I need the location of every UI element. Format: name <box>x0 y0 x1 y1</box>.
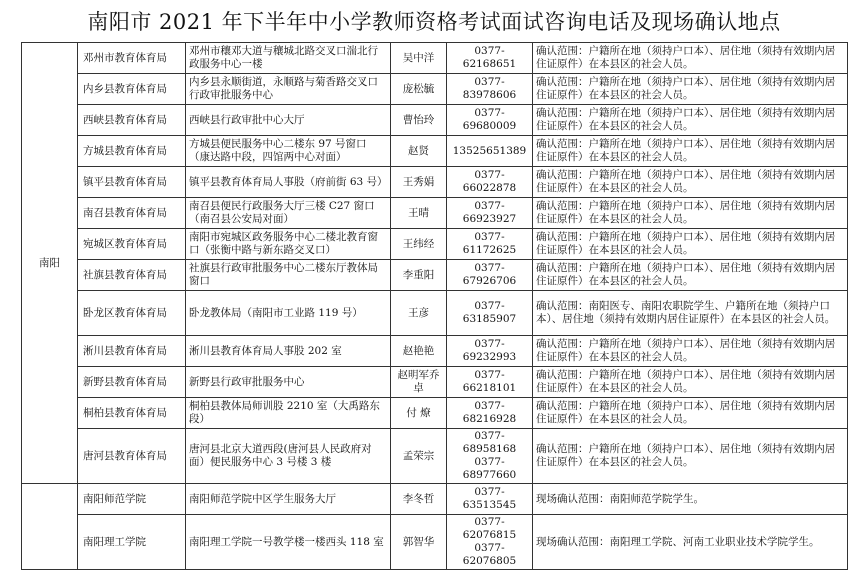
contact-cell: 王彦 <box>391 291 447 336</box>
address-cell: 内乡县永顺街道，永顺路与菊香路交叉口行政审批服务中心 <box>186 74 391 105</box>
address-cell: 方城县便民服务中心二楼东 97 号窗口（康达路中段，四馆两中心对面） <box>186 136 391 167</box>
agency-cell: 邓州市教育体育局 <box>78 43 186 74</box>
agency-cell: 社旗县教育体育局 <box>78 260 186 291</box>
phone-cell: 0377-62168651 <box>447 43 533 74</box>
scope-cell: 确认范围：南阳医专、南阳农职院学生、户籍所在地（须持户口本）、居住地（须持有效期内居住证原件）在本县区的社会人员。 <box>533 291 848 336</box>
scope-cell: 确认范围：户籍所在地（须持户口本）、居住地（须持有效期内居住证原件）在本县区的社会人员。 <box>533 429 848 484</box>
phone-cell: 0377-66923927 <box>447 198 533 229</box>
table-row <box>22 291 848 336</box>
table-row <box>22 229 848 260</box>
agency-cell: 南阳师范学院 <box>78 484 186 515</box>
contact-cell: 王晴 <box>391 198 447 229</box>
table-row <box>22 198 848 229</box>
agency-cell: 桐柏县教育体育局 <box>78 398 186 429</box>
contact-cell: 王秀娟 <box>391 167 447 198</box>
contact-cell: 郭智华 <box>391 515 447 570</box>
agency-cell: 南阳理工学院 <box>78 515 186 570</box>
phone-cell: 0377-69232993 <box>447 336 533 367</box>
agency-cell: 方城县教育体育局 <box>78 136 186 167</box>
agency-cell: 内乡县教育体育局 <box>78 74 186 105</box>
contact-cell: 王纬经 <box>391 229 447 260</box>
phone-cell: 0377-66218101 <box>447 367 533 398</box>
region-cell: 南阳 <box>22 43 78 484</box>
scope-cell: 现场确认范围：南阳理工学院、河南工业职业技术学院学生。 <box>533 515 848 570</box>
page-title: 南阳市 2021 年下半年中小学教师资格考试面试咨询电话及现场确认地点 <box>87 10 781 34</box>
contact-cell: 李冬哲 <box>391 484 447 515</box>
address-cell: 社旗县行政审批服务中心二楼东厅教体局窗口 <box>186 260 391 291</box>
phone-cell: 0377-63185907 <box>447 291 533 336</box>
address-cell: 南召县便民行政服务大厅三楼 C27 窗口（南召县公安局对面） <box>186 198 391 229</box>
contact-cell: 孟荣宗 <box>391 429 447 484</box>
phone-cell: 0377-69680009 <box>447 105 533 136</box>
table-row <box>22 398 848 429</box>
phone-cell: 0377-63513545 <box>447 484 533 515</box>
address-cell: 南阳理工学院一号教学楼一楼西头 118 室 <box>186 515 391 570</box>
scope-cell: 确认范围：户籍所在地（须持户口本）、居住地（须持有效期内居住证原件）在本县区的社会人员。 <box>533 260 848 291</box>
contact-cell: 曹怡玲 <box>391 105 447 136</box>
scope-cell: 确认范围：户籍所在地（须持户口本）、居住地（须持有效期内居住证原件）在本县区的社会人员。 <box>533 167 848 198</box>
table-row <box>22 167 848 198</box>
scope-cell: 确认范围：户籍所在地（须持户口本）、居住地（须持有效期内居住证原件）在本县区的社会人员。 <box>533 367 848 398</box>
table-row <box>22 367 848 398</box>
contact-cell: 吴中洋 <box>391 43 447 74</box>
address-cell: 唐河县北京大道西段(唐河县人民政府对面）便民服务中心 3 号楼 3 楼 <box>186 429 391 484</box>
phone-cell: 0377-62076815 0377-62076805 <box>447 515 533 570</box>
address-cell: 淅川县教育体育局人事股 202 室 <box>186 336 391 367</box>
table-row <box>22 515 848 570</box>
address-cell: 西峡县行政审批中心大厅 <box>186 105 391 136</box>
contact-cell: 赵贤 <box>391 136 447 167</box>
address-cell: 桐柏县教体局师训股 2210 室（大禹路东段） <box>186 398 391 429</box>
scope-cell: 确认范围：户籍所在地（须持户口本）、居住地（须持有效期内居住证原件）在本县区的社会人员。 <box>533 229 848 260</box>
agency-cell: 南召县教育体育局 <box>78 198 186 229</box>
address-cell: 卧龙教体局（南阳市工业路 119 号） <box>186 291 391 336</box>
scope-cell: 确认范围：户籍所在地（须持户口本）、居住地（须持有效期内居住证原件）在本县区的社会人员。 <box>533 74 848 105</box>
address-cell: 南阳市宛城区政务服务中心二楼北教育窗口（张衡中路与新东路交叉口） <box>186 229 391 260</box>
contact-cell: 赵明军乔卓 <box>391 367 447 398</box>
table-row <box>22 336 848 367</box>
contact-cell: 李重阳 <box>391 260 447 291</box>
region-cell-empty <box>22 484 78 570</box>
phone-cell: 0377-61172625 <box>447 229 533 260</box>
table-row <box>22 484 848 515</box>
address-cell: 镇平县教育体育局人事股（府前街 63 号） <box>186 167 391 198</box>
scope-cell: 确认范围：户籍所在地（须持户口本）、居住地（须持有效期内居住证原件）在本县区的社会人员。 <box>533 398 848 429</box>
table-row <box>22 429 848 484</box>
agency-cell: 唐河县教育体育局 <box>78 429 186 484</box>
contact-cell: 庞松毓 <box>391 74 447 105</box>
phone-cell: 0377-68216928 <box>447 398 533 429</box>
scope-cell: 现场确认范围：南阳师范学院学生。 <box>533 484 848 515</box>
phone-cell: 0377-67926706 <box>447 260 533 291</box>
phone-cell: 0377-83978606 <box>447 74 533 105</box>
table-row <box>22 43 848 74</box>
scope-cell: 确认范围：户籍所在地（须持户口本）、居住地（须持有效期内居住证原件）在本县区的社会人员。 <box>533 336 848 367</box>
agency-cell: 镇平县教育体育局 <box>78 167 186 198</box>
consultation-table <box>21 42 848 570</box>
scope-cell: 确认范围：户籍所在地（须持户口本）、居住地（须持有效期内居住证原件）在本县区的社会人员。 <box>533 43 848 74</box>
contact-cell: 付 燎 <box>391 398 447 429</box>
address-cell: 新野县行政审批服务中心 <box>186 367 391 398</box>
phone-cell: 0377-68958168 0377-68977660 <box>447 429 533 484</box>
table-row <box>22 136 848 167</box>
phone-cell: 13525651389 <box>447 136 533 167</box>
table-row <box>22 105 848 136</box>
agency-cell: 淅川县教育体育局 <box>78 336 186 367</box>
table-row <box>22 260 848 291</box>
address-cell: 南阳师范学院中区学生服务大厅 <box>186 484 391 515</box>
table-row <box>22 74 848 105</box>
scope-cell: 确认范围：户籍所在地（须持户口本）、居住地（须持有效期内居住证原件）在本县区的社会人员。 <box>533 105 848 136</box>
agency-cell: 卧龙区教育体育局 <box>78 291 186 336</box>
scope-cell: 确认范围：户籍所在地（须持户口本）、居住地（须持有效期内居住证原件）在本县区的社会人员。 <box>533 198 848 229</box>
scope-cell: 确认范围：户籍所在地（须持户口本）、居住地（须持有效期内居住证原件）在本县区的社会人员。 <box>533 136 848 167</box>
agency-cell: 宛城区教育体育局 <box>78 229 186 260</box>
address-cell: 邓州市穰邓大道与穰城北路交叉口湍北行政服务中心一楼 <box>186 43 391 74</box>
agency-cell: 新野县教育体育局 <box>78 367 186 398</box>
contact-cell: 赵艳艳 <box>391 336 447 367</box>
phone-cell: 0377-66022878 <box>447 167 533 198</box>
agency-cell: 西峡县教育体育局 <box>78 105 186 136</box>
